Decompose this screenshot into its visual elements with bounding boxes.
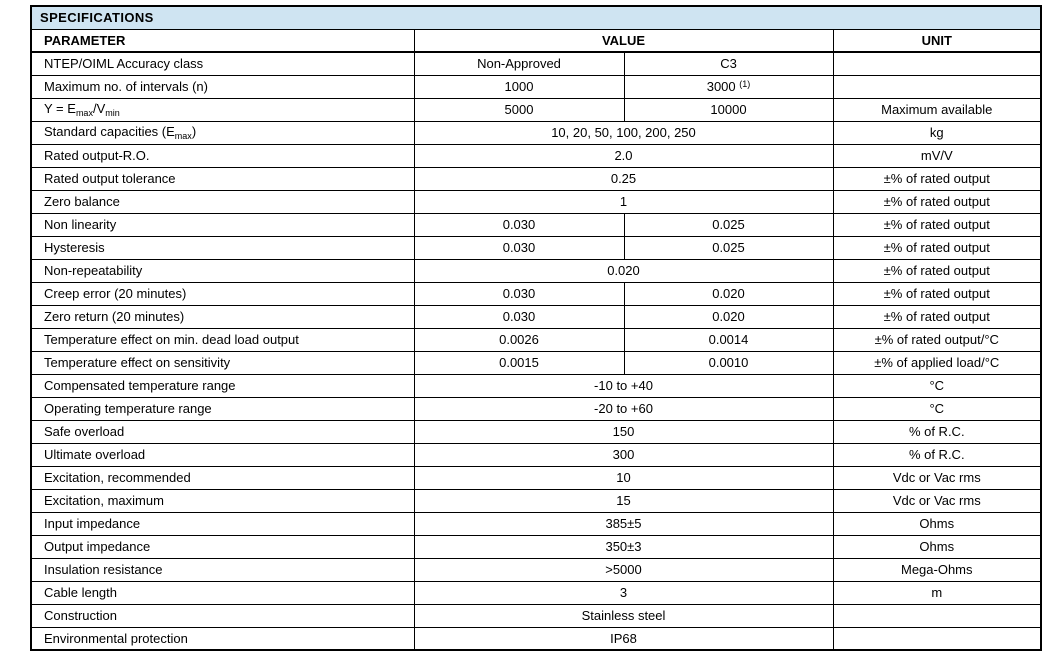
value-cell-right: 0.025 (624, 236, 833, 259)
table-row (31, 397, 1041, 420)
value-cell: >5000 (414, 558, 833, 581)
table-row (31, 489, 1041, 512)
value-cell-right: 3000 $^{(1)}$ (624, 75, 833, 98)
unit-cell: kg (833, 121, 1041, 144)
table-row (31, 236, 1041, 259)
value-cell-right: 0.0014 (624, 328, 833, 351)
unit-cell (833, 604, 1041, 627)
unit-cell: % of R.C. (833, 420, 1041, 443)
column-header-value: VALUE (414, 29, 833, 52)
unit-cell: Vdc or Vac rms (833, 466, 1041, 489)
specifications-table (30, 5, 1042, 651)
parameter-cell: Zero balance (31, 190, 414, 213)
value-cell: Stainless steel (414, 604, 833, 627)
parameter-cell: Operating temperature range (31, 397, 414, 420)
value-cell-right: 0.020 (624, 305, 833, 328)
parameter-cell: Non linearity (31, 213, 414, 236)
unit-cell: °C (833, 397, 1041, 420)
table-row (31, 75, 1041, 98)
column-header-parameter: PARAMETER (31, 29, 414, 52)
unit-cell: Vdc or Vac rms (833, 489, 1041, 512)
unit-cell: °C (833, 374, 1041, 397)
value-cell-left: 0.030 (414, 305, 624, 328)
parameter-cell: Construction (31, 604, 414, 627)
unit-cell: Ohms (833, 512, 1041, 535)
value-cell-right: 10000 (624, 98, 833, 121)
value-cell: 1 (414, 190, 833, 213)
value-cell: IP68 (414, 627, 833, 650)
value-cell-left: 1000 (414, 75, 624, 98)
table-row (31, 374, 1041, 397)
value-cell-left: 5000 (414, 98, 624, 121)
value-cell-right: C3 (624, 52, 833, 75)
parameter-cell: Standard capacities $(E_{max})$ (31, 121, 414, 144)
table-title: SPECIFICATIONS (31, 6, 1041, 29)
unit-cell: Mega-Ohms (833, 558, 1041, 581)
parameter-cell: Cable length (31, 581, 414, 604)
unit-cell: ±% of rated output (833, 259, 1041, 282)
value-cell-left: 0.0015 (414, 351, 624, 374)
unit-cell: % of R.C. (833, 443, 1041, 466)
table-row (31, 167, 1041, 190)
value-cell: 150 (414, 420, 833, 443)
value-cell: 0.25 (414, 167, 833, 190)
table-row (31, 144, 1041, 167)
parameter-cell: Insulation resistance (31, 558, 414, 581)
table-row (31, 98, 1041, 121)
value-cell-right: 0.0010 (624, 351, 833, 374)
parameter-cell: Non-repeatability (31, 259, 414, 282)
value-cell-left: 0.030 (414, 236, 624, 259)
parameter-cell: Zero return (20 minutes) (31, 305, 414, 328)
parameter-cell: Ultimate overload (31, 443, 414, 466)
parameter-cell: Temperature effect on min. dead load output (31, 328, 414, 351)
table-row (31, 604, 1041, 627)
value-cell-right: 0.020 (624, 282, 833, 305)
parameter-cell: Rated output tolerance (31, 167, 414, 190)
table-row (31, 443, 1041, 466)
table-row (31, 512, 1041, 535)
unit-cell: ±% of rated output (833, 190, 1041, 213)
unit-cell: ±% of rated output (833, 282, 1041, 305)
column-header-unit: UNIT (833, 29, 1041, 52)
table-row (31, 328, 1041, 351)
title-row (31, 6, 1041, 29)
table-row (31, 558, 1041, 581)
unit-cell (833, 75, 1041, 98)
table-row (31, 190, 1041, 213)
unit-cell: ±% of rated output (833, 213, 1041, 236)
value-cell-left: 0.0026 (414, 328, 624, 351)
value-cell: 15 (414, 489, 833, 512)
table-body (31, 52, 1041, 650)
unit-cell: ±% of rated output (833, 305, 1041, 328)
table-row (31, 259, 1041, 282)
parameter-cell: Rated output-R.O. (31, 144, 414, 167)
parameter-cell: Input impedance (31, 512, 414, 535)
value-cell-left: Non-Approved (414, 52, 624, 75)
value-cell: 10, 20, 50, 100, 200, 250 (414, 121, 833, 144)
table-row (31, 282, 1041, 305)
parameter-cell: Maximum no. of intervals (n) (31, 75, 414, 98)
value-cell: 0.020 (414, 259, 833, 282)
unit-cell: Maximum available (833, 98, 1041, 121)
table-row (31, 420, 1041, 443)
value-cell-right: 0.025 (624, 213, 833, 236)
unit-cell: m (833, 581, 1041, 604)
table-row (31, 305, 1041, 328)
parameter-cell: Hysteresis (31, 236, 414, 259)
parameter-cell: Excitation, maximum (31, 489, 414, 512)
parameter-cell: $Y = E_{max}/V_{min}$ (31, 98, 414, 121)
table-row (31, 466, 1041, 489)
unit-cell: ±% of rated output (833, 236, 1041, 259)
unit-cell (833, 627, 1041, 650)
value-cell: 300 (414, 443, 833, 466)
unit-cell: ±% of applied load/°C (833, 351, 1041, 374)
parameter-cell: Temperature effect on sensitivity (31, 351, 414, 374)
parameter-cell: Output impedance (31, 535, 414, 558)
value-cell: 3 (414, 581, 833, 604)
unit-cell: Ohms (833, 535, 1041, 558)
value-cell: -10 to +40 (414, 374, 833, 397)
table-row (31, 351, 1041, 374)
value-cell-left: 0.030 (414, 213, 624, 236)
column-header-row (31, 29, 1041, 52)
unit-cell: ±% of rated output/°C (833, 328, 1041, 351)
parameter-cell: Excitation, recommended (31, 466, 414, 489)
table-row (31, 121, 1041, 144)
value-cell: 2.0 (414, 144, 833, 167)
table-row (31, 627, 1041, 650)
table-row (31, 52, 1041, 75)
table-row (31, 581, 1041, 604)
table-row (31, 213, 1041, 236)
value-cell: -20 to +60 (414, 397, 833, 420)
table-row (31, 535, 1041, 558)
parameter-cell: Creep error (20 minutes) (31, 282, 414, 305)
parameter-cell: Safe overload (31, 420, 414, 443)
value-cell: 385±5 (414, 512, 833, 535)
value-cell: 350±3 (414, 535, 833, 558)
parameter-cell: NTEP/OIML Accuracy class (31, 52, 414, 75)
parameter-cell: Compensated temperature range (31, 374, 414, 397)
value-cell: 10 (414, 466, 833, 489)
value-cell-left: 0.030 (414, 282, 624, 305)
parameter-cell: Environmental protection (31, 627, 414, 650)
unit-cell: ±% of rated output (833, 167, 1041, 190)
unit-cell (833, 52, 1041, 75)
unit-cell: mV/V (833, 144, 1041, 167)
